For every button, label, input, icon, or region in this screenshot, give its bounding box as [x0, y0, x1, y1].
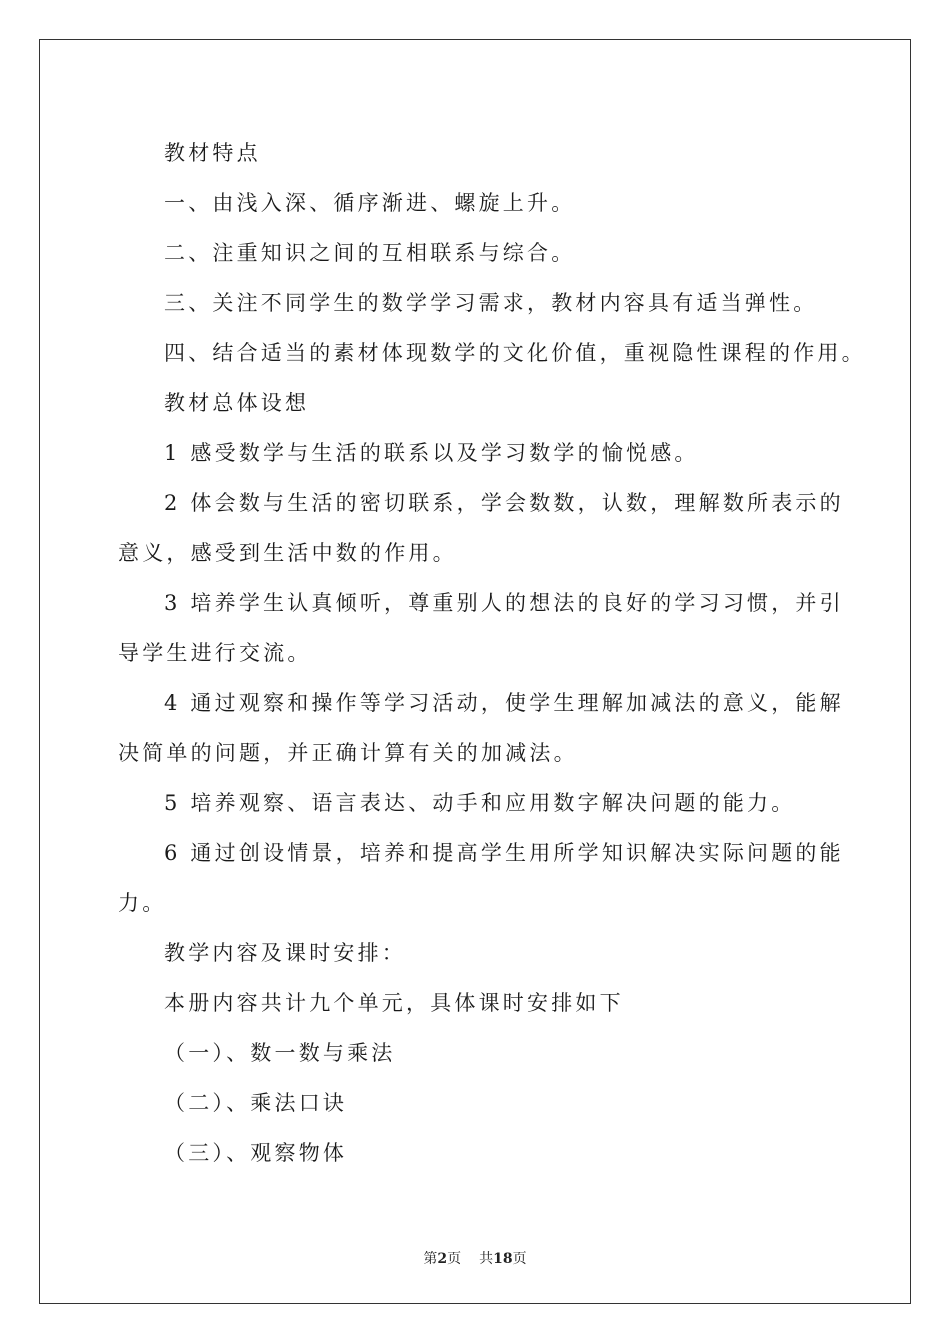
- paragraph-line: 5 培养观察、语言表达、动手和应用数字解决问题的能力。: [164, 791, 796, 815]
- paragraph-line: 2 体会数与生活的密切联系，学会数数，认数，理解数所表示的: [164, 491, 844, 515]
- paragraph-line: 1 感受数学与生活的联系以及学习数学的愉悦感。: [164, 441, 699, 465]
- paragraph-line: 4 通过观察和操作等学习活动，使学生理解加减法的意义，能解: [164, 691, 844, 715]
- paragraph-line: 一、由浅入深、循序渐进、螺旋上升。: [164, 191, 576, 215]
- paragraph-line: 决简单的问题，并正确计算有关的加减法。: [118, 741, 578, 765]
- paragraph-line: 四、结合适当的素材体现数学的文化价值，重视隐性课程的作用。: [164, 341, 866, 365]
- paragraph-line: 6 通过创设情景，培养和提高学生用所学知识解决实际问题的能: [164, 841, 844, 865]
- paragraph-line: 三、关注不同学生的数学学习需求，教材内容具有适当弹性。: [164, 291, 818, 315]
- document-body: [118, 128, 866, 1178]
- total-suffix: 页: [512, 1251, 527, 1267]
- list-item: （一）、数一数与乘法: [164, 1041, 396, 1065]
- page-suffix: 页: [447, 1251, 462, 1267]
- total-pages: 18: [493, 1251, 513, 1267]
- section-heading: 教学内容及课时安排：: [164, 941, 406, 965]
- page-prefix: 第: [423, 1251, 438, 1267]
- section-heading: 教材总体设想: [164, 391, 310, 415]
- paragraph-line: 本册内容共计九个单元，具体课时安排如下: [164, 991, 624, 1015]
- list-item: （三）、观察物体: [164, 1141, 348, 1165]
- paragraph-line: 意义，感受到生活中数的作用。: [118, 541, 457, 565]
- list-item: （二）、乘法口诀: [164, 1091, 348, 1115]
- page-footer: [0, 1248, 950, 1268]
- paragraph-line: 3 培养学生认真倾听，尊重别人的想法的良好的学习习惯，并引: [164, 591, 844, 615]
- page-number: 2: [437, 1251, 448, 1267]
- section-heading: 教材特点: [164, 141, 261, 165]
- paragraph-line: 二、注重知识之间的互相联系与综合。: [164, 241, 576, 265]
- total-prefix: 共: [479, 1251, 494, 1267]
- paragraph-line: 导学生进行交流。: [118, 641, 312, 665]
- paragraph-line: 力。: [118, 891, 167, 915]
